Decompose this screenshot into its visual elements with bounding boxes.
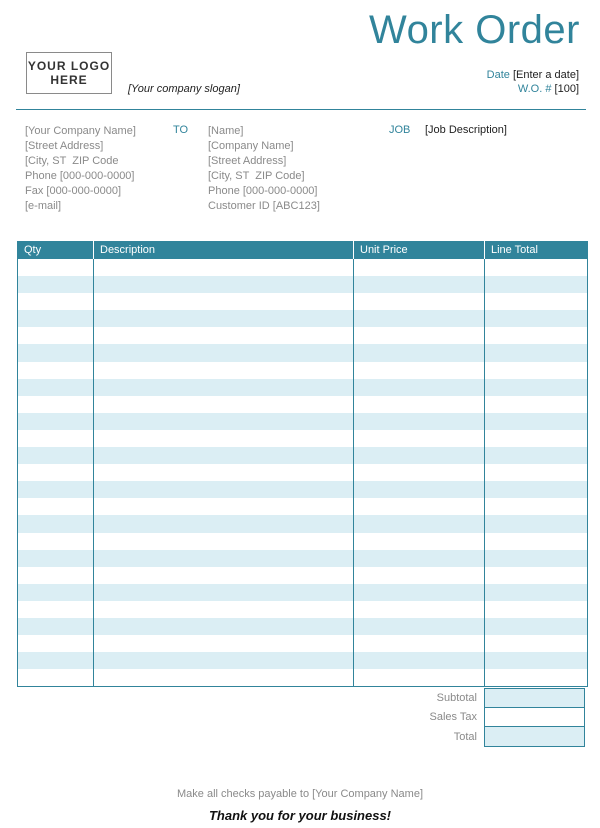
table-row bbox=[18, 310, 588, 327]
table-row bbox=[18, 567, 588, 584]
description-cell[interactable] bbox=[94, 601, 354, 618]
line-total-cell[interactable] bbox=[485, 669, 588, 687]
company-slogan[interactable]: [Your company slogan] bbox=[128, 83, 240, 95]
sales-tax-label: Sales Tax bbox=[429, 711, 477, 724]
unit-price-cell[interactable] bbox=[354, 310, 485, 327]
date-label: Date bbox=[486, 69, 510, 81]
table-row bbox=[18, 652, 588, 669]
description-cell[interactable] bbox=[94, 652, 354, 669]
recipient-phone[interactable]: Phone [000-000-0000] bbox=[208, 185, 318, 197]
unit-price-cell[interactable] bbox=[354, 601, 485, 618]
table-row bbox=[18, 447, 588, 464]
table-row bbox=[18, 533, 588, 550]
line-total-cell[interactable] bbox=[485, 413, 588, 430]
sender-fax[interactable]: Fax [000-000-0000] bbox=[25, 185, 122, 197]
unit-price-cell[interactable] bbox=[354, 379, 485, 396]
date-field[interactable] bbox=[487, 69, 579, 81]
column-header-line-total: Line Total bbox=[485, 241, 588, 259]
description-cell[interactable] bbox=[94, 310, 354, 327]
line-total-cell[interactable] bbox=[485, 498, 588, 515]
unit-price-cell[interactable] bbox=[354, 498, 485, 515]
qty-cell[interactable] bbox=[18, 447, 94, 464]
description-cell[interactable] bbox=[94, 533, 354, 550]
description-cell[interactable] bbox=[94, 396, 354, 413]
description-cell[interactable] bbox=[94, 293, 354, 310]
recipient-name[interactable]: [Name] bbox=[208, 125, 244, 137]
line-total-cell[interactable] bbox=[485, 293, 588, 310]
work-order-number-value[interactable]: [100] bbox=[554, 83, 579, 95]
qty-cell[interactable] bbox=[18, 635, 94, 652]
line-total-cell[interactable] bbox=[485, 396, 588, 413]
description-cell[interactable] bbox=[94, 481, 354, 498]
qty-cell[interactable] bbox=[18, 550, 94, 567]
qty-cell[interactable] bbox=[18, 413, 94, 430]
work-order-number-field[interactable] bbox=[518, 83, 579, 95]
description-cell[interactable] bbox=[94, 413, 354, 430]
table-row bbox=[18, 413, 588, 430]
table-row bbox=[18, 601, 588, 618]
recipient-customer-id[interactable]: Customer ID [ABC123] bbox=[208, 200, 320, 212]
recipient-address-block bbox=[208, 124, 320, 214]
subtotal-label: Subtotal bbox=[436, 691, 477, 704]
description-cell[interactable] bbox=[94, 618, 354, 635]
description-cell[interactable] bbox=[94, 327, 354, 344]
unit-price-cell[interactable] bbox=[354, 567, 485, 584]
description-cell[interactable] bbox=[94, 344, 354, 361]
description-cell[interactable] bbox=[94, 447, 354, 464]
table-row bbox=[18, 481, 588, 498]
qty-cell[interactable] bbox=[18, 276, 94, 293]
qty-cell[interactable] bbox=[18, 293, 94, 310]
logo-text-line2: HERE bbox=[50, 73, 88, 87]
line-total-cell[interactable] bbox=[485, 618, 588, 635]
description-cell[interactable] bbox=[94, 259, 354, 276]
unit-price-cell[interactable] bbox=[354, 430, 485, 447]
line-total-cell[interactable] bbox=[485, 327, 588, 344]
line-total-cell[interactable] bbox=[485, 481, 588, 498]
unit-price-cell[interactable] bbox=[354, 327, 485, 344]
sales-tax-value-cell[interactable] bbox=[484, 708, 585, 728]
line-items-table bbox=[17, 241, 587, 687]
qty-cell[interactable] bbox=[18, 396, 94, 413]
recipient-city-state-zip[interactable]: [City, ST ZIP Code] bbox=[208, 170, 305, 182]
table-row bbox=[18, 584, 588, 601]
unit-price-cell[interactable] bbox=[354, 533, 485, 550]
description-cell[interactable] bbox=[94, 379, 354, 396]
unit-price-cell[interactable] bbox=[354, 618, 485, 635]
qty-cell[interactable] bbox=[18, 259, 94, 276]
unit-price-cell[interactable] bbox=[354, 259, 485, 276]
subtotal-value-cell[interactable] bbox=[484, 688, 585, 708]
line-total-cell[interactable] bbox=[485, 447, 588, 464]
unit-price-cell[interactable] bbox=[354, 481, 485, 498]
column-header-description: Description bbox=[94, 241, 354, 259]
sender-phone[interactable]: Phone [000-000-0000] bbox=[25, 170, 135, 182]
unit-price-cell[interactable] bbox=[354, 584, 485, 601]
date-value[interactable]: [Enter a date] bbox=[512, 69, 579, 81]
line-total-cell[interactable] bbox=[485, 464, 588, 481]
unit-price-cell[interactable] bbox=[354, 464, 485, 481]
table-row bbox=[18, 327, 588, 344]
unit-price-cell[interactable] bbox=[354, 515, 485, 532]
job-description[interactable]: [Job Description] bbox=[425, 124, 507, 136]
unit-price-cell[interactable] bbox=[354, 669, 485, 687]
description-cell[interactable] bbox=[94, 515, 354, 532]
total-row bbox=[380, 727, 585, 747]
description-cell[interactable] bbox=[94, 669, 354, 687]
table-row bbox=[18, 498, 588, 515]
sender-address-block bbox=[25, 124, 136, 214]
to-label: TO bbox=[173, 124, 189, 136]
table-row bbox=[18, 362, 588, 379]
description-cell[interactable] bbox=[94, 464, 354, 481]
logo-text-line1: YOUR LOGO bbox=[27, 59, 111, 73]
line-total-cell[interactable] bbox=[485, 259, 588, 276]
table-row bbox=[18, 550, 588, 567]
column-header-unit-price: Unit Price bbox=[354, 241, 485, 259]
description-cell[interactable] bbox=[94, 567, 354, 584]
description-cell[interactable] bbox=[94, 550, 354, 567]
unit-price-cell[interactable] bbox=[354, 635, 485, 652]
line-total-cell[interactable] bbox=[485, 310, 588, 327]
description-cell[interactable] bbox=[94, 635, 354, 652]
qty-cell[interactable] bbox=[18, 669, 94, 687]
table-row bbox=[18, 635, 588, 652]
qty-cell[interactable] bbox=[18, 344, 94, 361]
line-total-cell[interactable] bbox=[485, 584, 588, 601]
sender-email[interactable]: [e-mail] bbox=[25, 200, 62, 212]
unit-price-cell[interactable] bbox=[354, 293, 485, 310]
qty-cell[interactable] bbox=[18, 310, 94, 327]
description-cell[interactable] bbox=[94, 498, 354, 515]
description-cell[interactable] bbox=[94, 362, 354, 379]
table-row bbox=[18, 669, 588, 687]
table-row bbox=[18, 293, 588, 310]
thank-you-message: Thank you for your business! bbox=[208, 808, 392, 823]
table-header-row bbox=[18, 241, 588, 259]
unit-price-cell[interactable] bbox=[354, 396, 485, 413]
line-total-cell[interactable] bbox=[485, 550, 588, 567]
payable-note: Make all checks payable to [Your Company Name] bbox=[177, 788, 423, 800]
sender-company-name[interactable]: [Your Company Name] bbox=[25, 125, 136, 137]
line-total-cell[interactable] bbox=[485, 362, 588, 379]
qty-cell[interactable] bbox=[18, 481, 94, 498]
job-label: JOB bbox=[389, 124, 411, 136]
totals-block bbox=[380, 688, 585, 747]
qty-cell[interactable] bbox=[18, 533, 94, 550]
line-total-cell[interactable] bbox=[485, 276, 588, 293]
line-total-cell[interactable] bbox=[485, 430, 588, 447]
sales-tax-row bbox=[380, 708, 585, 728]
line-total-cell[interactable] bbox=[485, 515, 588, 532]
qty-cell[interactable] bbox=[18, 584, 94, 601]
table-row bbox=[18, 379, 588, 396]
qty-cell[interactable] bbox=[18, 515, 94, 532]
qty-cell[interactable] bbox=[18, 652, 94, 669]
line-total-cell[interactable] bbox=[485, 344, 588, 361]
document-title: Work Order bbox=[369, 8, 580, 52]
sender-street-address[interactable]: [Street Address] bbox=[25, 140, 104, 152]
description-cell[interactable] bbox=[94, 276, 354, 293]
qty-cell[interactable] bbox=[18, 464, 94, 481]
table-row bbox=[18, 618, 588, 635]
table-row bbox=[18, 464, 588, 481]
table-row bbox=[18, 515, 588, 532]
table-row bbox=[18, 430, 588, 447]
qty-cell[interactable] bbox=[18, 362, 94, 379]
table-row bbox=[18, 259, 588, 276]
qty-cell[interactable] bbox=[18, 601, 94, 618]
line-total-cell[interactable] bbox=[485, 379, 588, 396]
logo-placeholder bbox=[26, 52, 112, 94]
unit-price-cell[interactable] bbox=[354, 652, 485, 669]
unit-price-cell[interactable] bbox=[354, 276, 485, 293]
unit-price-cell[interactable] bbox=[354, 362, 485, 379]
unit-price-cell[interactable] bbox=[354, 447, 485, 464]
qty-cell[interactable] bbox=[18, 498, 94, 515]
unit-price-cell[interactable] bbox=[354, 413, 485, 430]
total-value-cell[interactable] bbox=[484, 727, 585, 747]
qty-cell[interactable] bbox=[18, 379, 94, 396]
unit-price-cell[interactable] bbox=[354, 550, 485, 567]
line-total-cell[interactable] bbox=[485, 635, 588, 652]
unit-price-cell[interactable] bbox=[354, 344, 485, 361]
table-row bbox=[18, 344, 588, 361]
line-total-cell[interactable] bbox=[485, 601, 588, 618]
description-cell[interactable] bbox=[94, 430, 354, 447]
column-header-qty: Qty bbox=[18, 241, 94, 259]
line-total-cell[interactable] bbox=[485, 652, 588, 669]
description-cell[interactable] bbox=[94, 584, 354, 601]
work-order-number-label: W.O. # bbox=[517, 83, 552, 95]
header-divider bbox=[16, 109, 586, 110]
subtotal-row bbox=[380, 688, 585, 708]
line-total-cell[interactable] bbox=[485, 533, 588, 550]
table-row bbox=[18, 396, 588, 413]
recipient-street-address[interactable]: [Street Address] bbox=[208, 155, 287, 167]
recipient-company-name[interactable]: [Company Name] bbox=[208, 140, 294, 152]
qty-cell[interactable] bbox=[18, 618, 94, 635]
sender-city-state-zip[interactable]: [City, ST ZIP Code bbox=[25, 155, 119, 167]
table-row bbox=[18, 276, 588, 293]
qty-cell[interactable] bbox=[18, 327, 94, 344]
qty-cell[interactable] bbox=[18, 430, 94, 447]
line-total-cell[interactable] bbox=[485, 567, 588, 584]
qty-cell[interactable] bbox=[18, 567, 94, 584]
total-label: Total bbox=[453, 730, 477, 743]
